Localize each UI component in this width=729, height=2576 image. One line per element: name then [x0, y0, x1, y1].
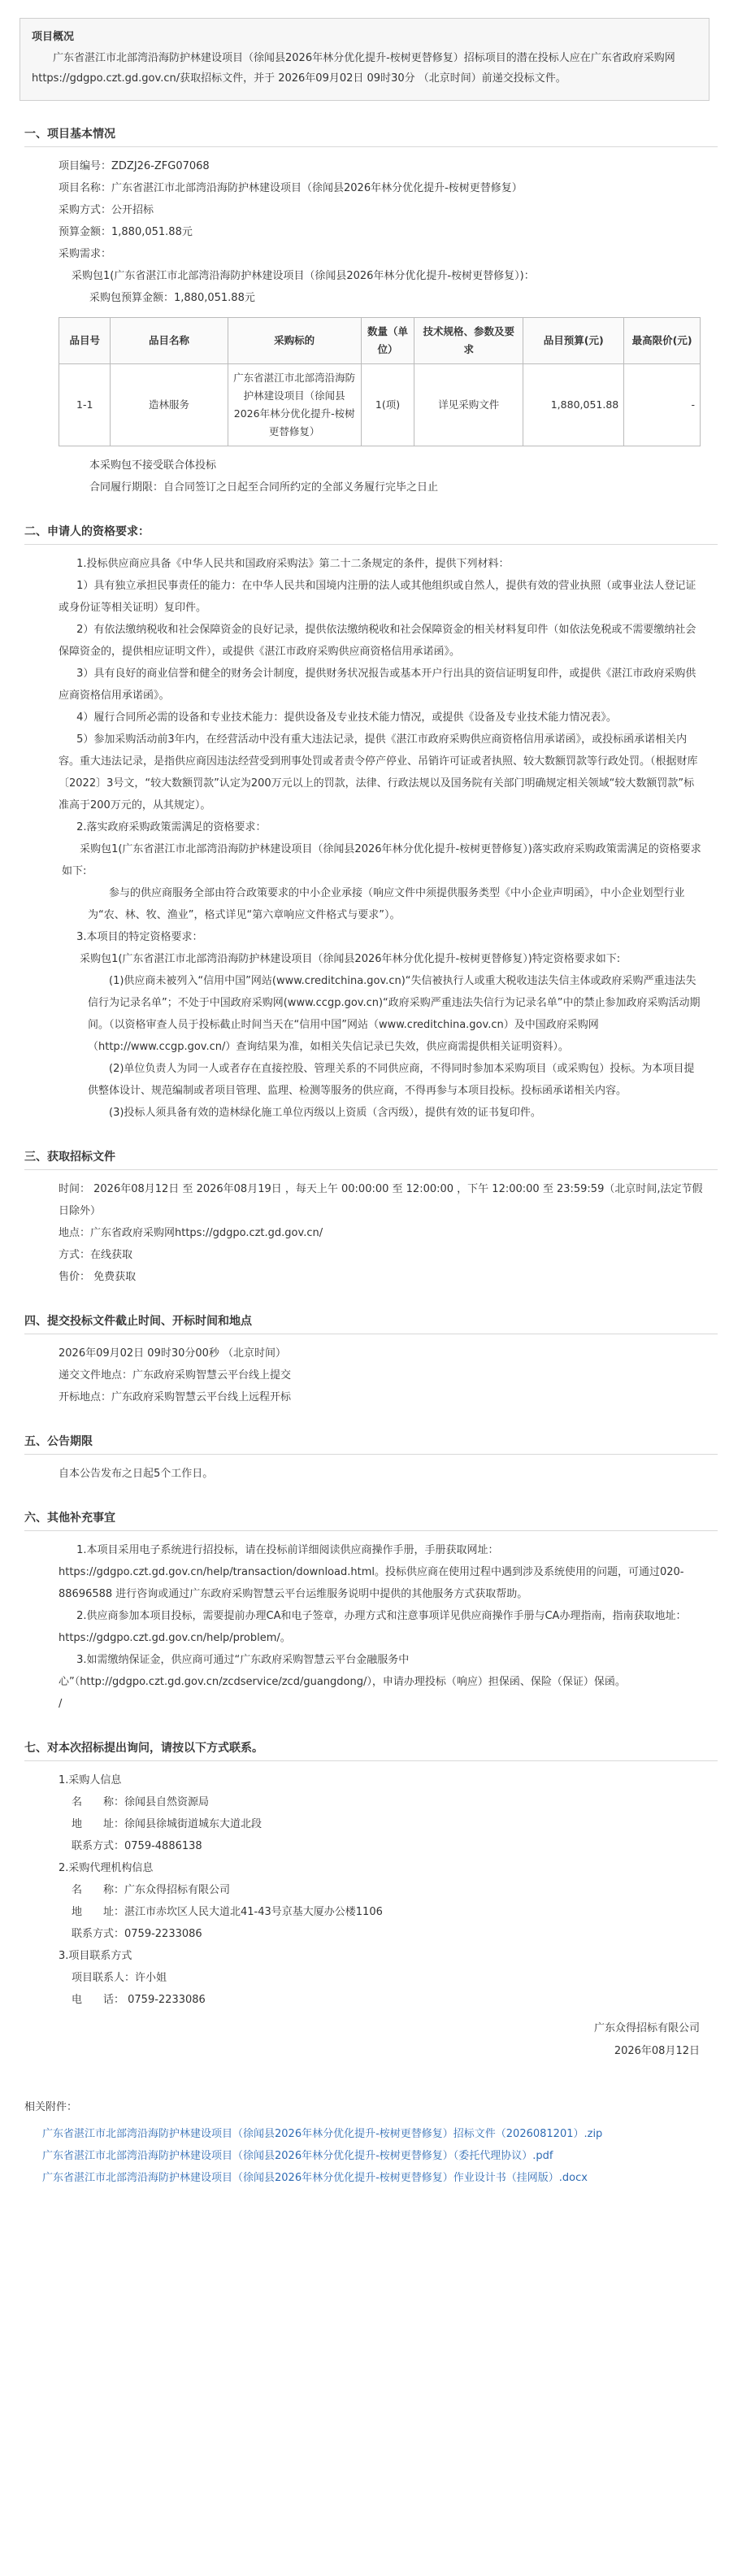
- qualification-sub-2: 2）有依法缴纳税收和社会保障资金的良好记录，提供依法缴纳税收和社会保障资金的相关材料复印件（如依法免税或不需要缴纳社会保障资金的，提供相应证明文件），或提供《湛江市政府采购供应商资格信用承诺函》。: [59, 624, 696, 658]
- submission-place: 递交文件地点：广东政府采购智慧云平台线上提交: [59, 1369, 292, 1382]
- section-deadline-title: 四、提交投标文件截止时间、开标时间和地点: [24, 1312, 718, 1334]
- specific-requirement-2: (2)单位负责人为同一人或者存在直接控股、管理关系的不同供应商，不得同时参加本采购项目（或采购包）投标。为本项目提供整体设计、规范编制或者项目管理、监理、检测等服务的供应商，不得再参与本项目投标。投标函承诺相关内容。: [88, 1063, 695, 1097]
- project-name: 项目名称：广东省湛江市北部湾沿海防护林建设项目（徐闻县2026年林分优化提升-桉树更替修复）: [59, 182, 523, 194]
- qualification-sub-1: 1）具有独立承担民事责任的能力：在中华人民共和国境内注册的法人或其他组织或自然人，提供有效的营业执照（或事业法人登记证或身份证等相关证明）复印件。: [59, 580, 696, 614]
- cell-item-no: 1-1: [59, 364, 111, 446]
- obtain-price: 售价： 免费获取: [59, 1271, 137, 1283]
- col-header-item-name: 品目名称: [111, 318, 228, 364]
- announcement-period: 自本公告发布之日起5个工作日。: [59, 1468, 214, 1480]
- project-contact-phone: 电 话： 0759-2233086: [72, 1994, 206, 2006]
- cell-target: 广东省湛江市北部湾沿海防护林建设项目（徐闻县2026年林分优化提升-桉树更替修复）: [228, 364, 361, 446]
- no-joint-bid-note: 本采购包不接受联合体投标: [89, 459, 217, 472]
- procurement-method: 采购方式：公开招标: [59, 204, 154, 216]
- obtain-method: 方式：在线获取: [59, 1249, 133, 1261]
- cell-budget: 1,880,051.88: [523, 364, 624, 446]
- announcement-page: [11, 0, 718, 2200]
- col-header-max-price: 最高限价(元): [624, 318, 701, 364]
- other-matter-3: 3.如需缴纳保证金，供应商可通过“广东政府采购智慧云平台金融服务中心”（http://gdgpo.czt.gd.gov.cn/zcdservice/zcd/guangdong/），申请办理投标（响应）担保函、保险（保证）保函。: [59, 1654, 626, 1688]
- qualification-item-1: 1.投标供应商应具备《中华人民共和国政府采购法》第二十二条规定的条件，提供下列材料：: [76, 558, 510, 570]
- cell-max-price: -: [624, 364, 701, 446]
- section-qualification-title: 二、申请人的资格要求：: [24, 523, 718, 545]
- agent-address: 地 址：湛江市赤坎区人民大道北41-43号京基大厦办公楼1106: [72, 1906, 383, 1918]
- col-header-item-no: 品目号: [59, 318, 111, 364]
- qualification-item-3: 3.本项目的特定资格要求：: [76, 931, 203, 943]
- project-overview-box: [20, 18, 709, 101]
- project-contact-heading: 3.项目联系方式: [59, 1950, 132, 1962]
- overview-text: 广东省湛江市北部湾沿海防护林建设项目（徐闻县2026年林分优化提升-桉树更替修复）招标项目的潜在投标人应在广东省政府采购网https://gdgpo.czt.gd.gov.cn/获取招标文件，并于 2026年09月02日 09时30分 （北京时间）前递交投标文件。: [32, 52, 675, 85]
- package-title: 采购包1(广东省湛江市北部湾沿海防护林建设项目（徐闻县2026年林分优化提升-桉树更替修复）)：: [72, 270, 535, 282]
- qualification-item-2: 2.落实政府采购政策需满足的资格要求：: [76, 821, 267, 833]
- requirement-label: 采购需求：: [59, 248, 112, 260]
- buyer-address: 地 址：徐闻县徐城街道城东大道北段: [72, 1818, 263, 1830]
- attachment-link-agency-pdf[interactable]: 广东省湛江市北部湾沿海防护林建设项目（徐闻县2026年林分优化提升-桉树更替修复）（委托代理协议）.pdf: [42, 2150, 553, 2162]
- agent-info-heading: 2.采购代理机构信息: [59, 1862, 154, 1874]
- col-header-spec: 技术规格、参数及要求: [414, 318, 523, 364]
- submission-deadline: 2026年09月02日 09时30分00秒 （北京时间）: [59, 1347, 287, 1360]
- section-contact-title: 七、对本次招标提出询问，请按以下方式联系。: [24, 1739, 718, 1761]
- qualification-sub-5: 5）参加采购活动前3年内，在经营活动中没有重大违法记录，提供《湛江市政府采购供应商资格信用承诺函》，或投标函承诺相关内容。重大违法记录，是指供应商因违法经营受到刑事处罚或者责令停产停业、吊销许可证或者执照、较大数额罚款等行政处罚。（根据财库〔2022〕3号文，“较大数额罚款”认定为200万元以上的罚款，法律、行政法规以及国务院有关部门明确规定相关领域“较大数额罚款”标准高于200万元的，从其规定）。: [59, 733, 698, 812]
- table-row: [59, 364, 701, 446]
- other-matter-1: 1.本项目采用电子系统进行招投标，请在投标前详细阅读供应商操作手册，手册获取网址：https://gdgpo.czt.gd.gov.cn/help/transaction/download.html。投标供应商在使用过程中遇到涉及系统使用的问题，可通过020-88696588 进行咨询或通过广东政府采购智慧云平台运维服务说明中提供的其他服务方式获取帮助。: [59, 1544, 684, 1600]
- signature-organization: 广东众得招标有限公司: [593, 2022, 700, 2034]
- table-header-row: [59, 318, 701, 364]
- procurement-items-table: [59, 317, 701, 446]
- section-basic-info-title: 一、项目基本情况: [24, 125, 718, 147]
- buyer-name: 名 称：徐闻县自然资源局: [72, 1796, 210, 1808]
- bottom-spacer: [11, 2189, 718, 2200]
- qualification-sub-4: 4）履行合同所必需的设备和专业技术能力：提供设备及专业技术能力情况，或提供《设备及专业技术能力情况表》。: [76, 711, 617, 724]
- attachment-link-tender-zip[interactable]: 广东省湛江市北部湾沿海防护林建设项目（徐闻县2026年林分优化提升-桉树更替修复）招标文件（2026081201）.zip: [42, 2128, 603, 2140]
- cell-spec: 详见采购文件: [414, 364, 523, 446]
- overview-title: 项目概况: [32, 31, 75, 43]
- specific-requirement-3: (3)投标人须具备有效的造林绿化施工单位丙级以上资质（含丙级），提供有效的证书复印件。: [109, 1107, 541, 1119]
- cell-quantity: 1(项): [361, 364, 414, 446]
- attachment-link-design-docx[interactable]: 广东省湛江市北部湾沿海防护林建设项目（徐闻县2026年林分优化提升-桉树更替修复）作业设计书（挂网版）.docx: [42, 2172, 588, 2184]
- contract-period: 合同履行期限：自合同签订之日起至合同所约定的全部义务履行完毕之日止: [89, 481, 439, 494]
- obtain-place: 地点：广东省政府采购网https://gdgpo.czt.gd.gov.cn/: [59, 1227, 323, 1239]
- policy-requirement-detail: 参与的供应商服务全部由符合政策要求的中小企业承接（响应文件中须提供服务类型《中小企业声明函》，中小企业划型行业为“农、林、牧、渔业”，格式详见“第六章响应文件格式与要求”）。: [88, 887, 685, 921]
- agent-phone: 联系方式：0759-2233086: [72, 1928, 202, 1940]
- specific-requirement-1: (1)供应商未被列入“信用中国”网站(www.creditchina.gov.cn)“失信被执行人或重大税收违法失信主体或政府采购严重违法失信行为记录名单”；不处于中国政府采购网(www.ccgp.gov.cn)“政府采购严重违法失信行为记录名单”中的禁止参加政府采购活动期间。（以资格审查人员于投标截止时间当天在“信用中国”网站（www.creditchina.gov.cn）及中国政府采购网（http://www.ccgp.gov.cn/）查询结果为准，如相关失信记录已失效，供应商需提供相关证明资料）。: [88, 975, 701, 1053]
- section-announcement-period-title: 五、公告期限: [24, 1433, 718, 1455]
- buyer-info-heading: 1.采购人信息: [59, 1774, 122, 1786]
- buyer-phone: 联系方式：0759-4886138: [72, 1840, 202, 1852]
- budget-amount: 预算金额：1,880,051.88元: [59, 226, 193, 238]
- cell-item-name: 造林服务: [111, 364, 228, 446]
- col-header-quantity: 数量（单位）: [361, 318, 414, 364]
- package-budget: 采购包预算金额：1,880,051.88元: [89, 292, 255, 304]
- col-header-target: 采购标的: [228, 318, 361, 364]
- other-matter-slash: /: [59, 1698, 63, 1710]
- attachments-label: 相关附件：: [24, 2101, 78, 2113]
- agent-name: 名 称：广东众得招标有限公司: [72, 1884, 231, 1896]
- qualification-sub-3: 3）具有良好的商业信誉和健全的财务会计制度，提供财务状况报告或基本开户行出具的资信证明复印件，或提供《湛江市政府采购供应商资格信用承诺函》。: [59, 668, 696, 702]
- obtain-time: 时间： 2026年08月12日 至 2026年08月19日 ，每天上午 00:00:00 至 12:00:00 ，下午 12:00:00 至 23:59:59（北京时间,法定节假日除外）: [59, 1183, 703, 1217]
- col-header-budget: 品目预算(元): [523, 318, 624, 364]
- signature-date: 2026年08月12日: [614, 2045, 700, 2057]
- specific-requirement-intro: 采购包1(广东省湛江市北部湾沿海防护林建设项目（徐闻县2026年林分优化提升-桉树更替修复）)特定资格要求如下:: [80, 953, 621, 965]
- project-contact-person: 项目联系人：许小姐: [72, 1972, 167, 1984]
- other-matter-2: 2.供应商参加本项目投标，需要提前办理CA和电子签章，办理方式和注意事项详见供应商操作手册与CA办理指南，指南获取地址：https://gdgpo.czt.gd.gov.cn/help/problem/。: [59, 1610, 687, 1644]
- project-number: 项目编号：ZDZJ26-ZFG07068: [59, 160, 210, 172]
- opening-place: 开标地点：广东政府采购智慧云平台线上远程开标: [59, 1391, 292, 1403]
- section-other-matters-title: 六、其他补充事宜: [24, 1509, 718, 1531]
- policy-requirement-intro: 采购包1(广东省湛江市北部湾沿海防护林建设项目（徐闻县2026年林分优化提升-桉树更替修复）)落实政府采购政策需满足的资格要求如下:: [62, 843, 701, 877]
- section-obtain-documents-title: 三、获取招标文件: [24, 1148, 718, 1170]
